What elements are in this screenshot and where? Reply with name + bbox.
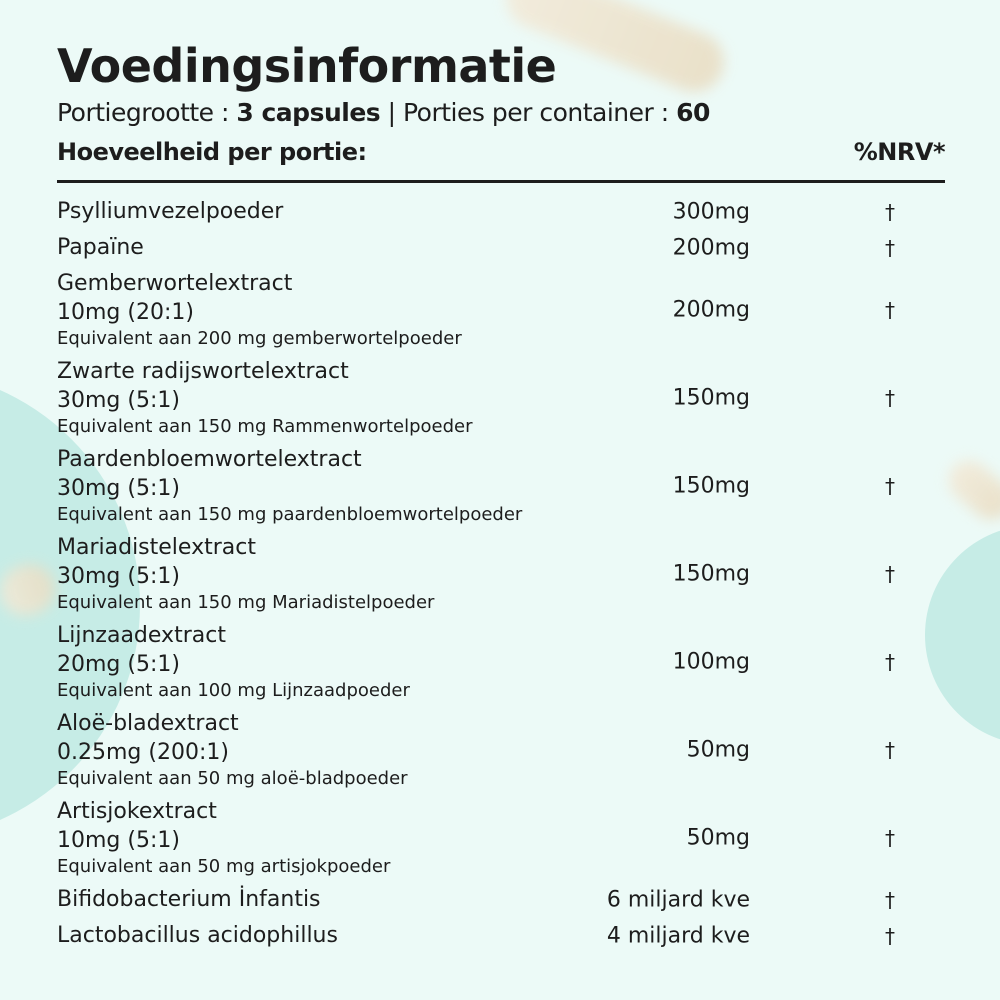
ingredient-amount: 50mg (686, 825, 750, 851)
ingredient-equivalent: Equivalent aan 150 mg Mariadistelpoeder (57, 592, 435, 613)
ingredient-row (57, 269, 945, 351)
ingredient-row (57, 621, 945, 703)
ingredient-extract-ratio: 30mg (5:1) (57, 564, 180, 589)
ingredient-extract-ratio: 30mg (5:1) (57, 388, 180, 413)
serving-info (57, 96, 945, 130)
serving-separator: | (380, 98, 403, 127)
ingredient-nrv: † (885, 200, 895, 224)
ingredient-name: Artisjokextract (57, 799, 217, 824)
ingredient-nrv: † (885, 298, 895, 322)
ingredient-row (57, 197, 945, 227)
ingredient-row (57, 709, 945, 791)
ingredient-name: Psylliumvezelpoeder (57, 199, 284, 224)
ingredient-nrv: † (885, 236, 895, 260)
amount-per-serving-header: Hoeveelheid per portie: (57, 138, 367, 166)
ingredient-row (57, 357, 945, 439)
ingredient-extract-ratio: 0.25mg (200:1) (57, 740, 229, 765)
ingredient-equivalent: Equivalent aan 50 mg aloë-bladpoeder (57, 768, 408, 789)
ingredient-nrv: † (885, 826, 895, 850)
servings-per-container-label: Porties per container : (403, 98, 677, 127)
ingredient-name: Gemberwortelextract (57, 271, 293, 296)
ingredient-row (57, 797, 945, 879)
ingredient-nrv: † (885, 738, 895, 762)
ingredient-equivalent: Equivalent aan 200 mg gemberwortelpoeder (57, 328, 462, 349)
ingredient-nrv: † (885, 924, 895, 948)
ingredient-name: Zwarte radijswortelextract (57, 359, 349, 384)
ingredient-amount: 150mg (672, 385, 750, 411)
ingredient-amount: 200mg (672, 235, 750, 261)
ingredient-equivalent: Equivalent aan 100 mg Lijnzaadpoeder (57, 680, 410, 701)
ingredient-equivalent: Equivalent aan 150 mg paardenbloemwortelpoeder (57, 504, 523, 525)
ingredient-amount: 150mg (672, 561, 750, 587)
ingredient-amount: 150mg (672, 473, 750, 499)
nutrition-panel (57, 38, 945, 957)
ingredient-amount: 50mg (686, 737, 750, 763)
ingredient-amount: 200mg (672, 297, 750, 323)
ingredient-name: Lijnzaadextract (57, 623, 226, 648)
ingredient-equivalent: Equivalent aan 150 mg Rammenwortelpoeder (57, 416, 473, 437)
ingredient-amount: 300mg (672, 199, 750, 225)
ingredient-row (57, 921, 945, 951)
ingredient-nrv: † (885, 562, 895, 586)
ingredient-name: Aloë-bladextract (57, 711, 239, 736)
ingredient-row (57, 885, 945, 915)
ingredient-nrv: † (885, 474, 895, 498)
ingredient-amount: 6 miljard kve (606, 887, 750, 913)
ingredient-name: Paardenbloemwortelextract (57, 447, 362, 472)
serving-size-value: 3 capsules (236, 98, 381, 127)
ingredient-name: Bifidobacterium İnfantis (57, 887, 321, 912)
serving-size-label: Portiegrootte : (57, 98, 237, 127)
ingredient-nrv: † (885, 650, 895, 674)
ingredient-list (57, 197, 945, 951)
ingredient-nrv: † (885, 386, 895, 410)
page-title: Voedingsinformatie (57, 39, 557, 93)
ingredient-name: Lactobacillus acidophillus (57, 923, 338, 948)
ingredient-nrv: † (885, 888, 895, 912)
ingredient-amount: 4 miljard kve (606, 923, 750, 949)
ingredient-extract-ratio: 10mg (5:1) (57, 828, 180, 853)
servings-per-container-value: 60 (676, 98, 710, 127)
ingredient-name: Mariadistelextract (57, 535, 256, 560)
ingredient-row (57, 233, 945, 263)
table-header (57, 136, 945, 176)
nrv-header: %NRV* (853, 138, 945, 166)
ingredient-row (57, 445, 945, 527)
header-divider (57, 180, 945, 183)
ingredient-amount: 100mg (672, 649, 750, 675)
ingredient-extract-ratio: 30mg (5:1) (57, 476, 180, 501)
ingredient-extract-ratio: 20mg (5:1) (57, 652, 180, 677)
capsule-image-right (940, 452, 1000, 528)
ingredient-equivalent: Equivalent aan 50 mg artisjokpoeder (57, 856, 391, 877)
ingredient-extract-ratio: 10mg (20:1) (57, 300, 194, 325)
ingredient-row (57, 533, 945, 615)
ingredient-name: Papaïne (57, 235, 144, 260)
